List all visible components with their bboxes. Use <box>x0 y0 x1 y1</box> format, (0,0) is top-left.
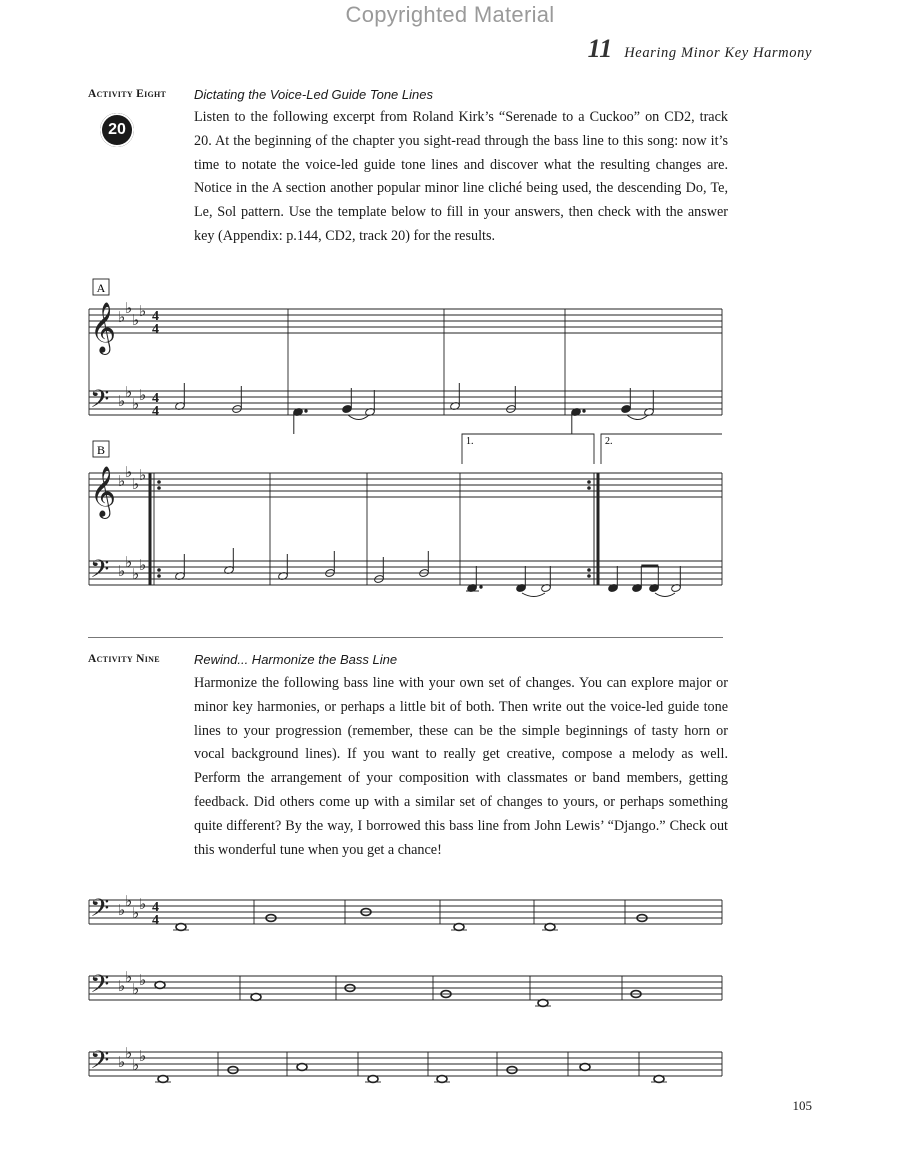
copyright-watermark: Copyrighted Material <box>345 2 555 27</box>
rehearsal-mark-a <box>93 279 109 295</box>
svg-text:♭: ♭ <box>132 475 140 493</box>
chapter-number: 11 <box>587 34 613 63</box>
svg-text:A: A <box>96 281 106 295</box>
svg-text:♭: ♭ <box>118 977 126 995</box>
svg-text:♭: ♭ <box>125 1044 133 1062</box>
svg-text:♭: ♭ <box>132 565 140 583</box>
svg-text:♭: ♭ <box>132 980 140 998</box>
svg-text:B: B <box>96 443 106 457</box>
staff-b-notes <box>175 548 682 597</box>
bass-clef-icon: 𝄢 <box>90 385 110 420</box>
svg-text:♭: ♭ <box>118 472 126 490</box>
ending-2-label: 2. <box>605 436 613 447</box>
activity-nine-text: Harmonize the following bass line with your own set of changes. You can explore major or minor key harmonies, or perhaps a little bit of both. Then write out the voice-led guide tone lines to your progression (remember, these can be the simple beginnings of tasty horn or vocal background lines). If you want to really get creative, compose a melody as well. Perform the arrangement of your composition with classmates or band members, getting feedback. Did others come up with a similar set of changes to yours, or perhaps something quite different? By the way, I borrowed this bass line from John Lewis’ “Django.” Check out this wonderful tune when you get a chance! <box>194 675 728 858</box>
activity-eight-text: Listen to the following excerpt from Roland Kirk’s “Serenade to a Cuckoo” on CD2, track 20. At the beginning of the chapter you sight-read through the bass line to this song: now it’s time to notate the voice-led guide tone lines and discover what the resulting changes are. Notice in the A section another popular minor line cliché being used, the descending Do, Te, Le, Sol pattern. Use the template below to fill in your answers, then check with the answer key (Appendix: p.144, CD2, track 20) for the results. <box>194 109 728 244</box>
bass-clef-icon: 𝄢 <box>90 894 110 929</box>
page-number: 105 <box>792 1098 812 1113</box>
svg-text:♭: ♭ <box>139 556 147 574</box>
svg-text:♭: ♭ <box>118 1053 126 1071</box>
svg-text:♭: ♭ <box>125 968 133 986</box>
activity-eight-label: Activity Eight <box>88 88 167 100</box>
svg-text:♭: ♭ <box>125 463 133 481</box>
exercise-staff-2 <box>89 976 722 1000</box>
svg-text:♭: ♭ <box>139 971 147 989</box>
bass-clef-icon: 𝄢 <box>90 1046 110 1081</box>
svg-text:♭: ♭ <box>125 383 133 401</box>
svg-text:♭: ♭ <box>139 386 147 404</box>
svg-text:4: 4 <box>152 322 159 337</box>
bass-clef-icon: 𝄢 <box>90 970 110 1005</box>
rehearsal-mark-b <box>93 441 109 457</box>
section-divider <box>88 637 723 638</box>
treble-clef-icon: 𝄞 <box>90 302 117 353</box>
activity-nine-title: Rewind... Harmonize the Bass Line <box>194 652 398 667</box>
svg-text:♭: ♭ <box>132 904 140 922</box>
svg-text:4: 4 <box>152 913 159 928</box>
svg-text:♭: ♭ <box>118 901 126 919</box>
exercise-staff-3 <box>89 1052 722 1076</box>
exercise-staff-1 <box>89 900 722 924</box>
repeat-dots <box>157 480 591 578</box>
svg-text:♭: ♭ <box>125 299 133 317</box>
ledger-lines <box>155 930 667 1082</box>
ending-1-label: 1. <box>466 436 474 447</box>
svg-text:♭: ♭ <box>132 1056 140 1074</box>
treble-clef-icon: 𝄞 <box>90 466 117 517</box>
svg-text:♭: ♭ <box>139 302 147 320</box>
repeat-end-barline <box>594 473 598 585</box>
staff-b-treble <box>89 473 722 497</box>
svg-text:♭: ♭ <box>118 562 126 580</box>
time-signature <box>152 309 159 928</box>
activity-nine-label: Activity Nine <box>88 653 160 665</box>
svg-text:4: 4 <box>152 309 159 324</box>
svg-text:♭: ♭ <box>139 466 147 484</box>
svg-text:♭: ♭ <box>125 553 133 571</box>
svg-text:♭: ♭ <box>125 892 133 910</box>
chapter-title: Hearing Minor Key Harmony <box>624 45 812 61</box>
svg-text:♭: ♭ <box>139 1047 147 1065</box>
svg-text:♭: ♭ <box>118 308 126 326</box>
volta-bracket-1 <box>462 434 594 464</box>
svg-text:4: 4 <box>152 391 159 406</box>
svg-text:♭: ♭ <box>139 895 147 913</box>
volta-bracket-2 <box>601 434 722 464</box>
svg-text:♭: ♭ <box>132 311 140 329</box>
bass-clef-icon: 𝄢 <box>90 555 110 590</box>
exercise-whole-notes <box>155 909 664 1083</box>
svg-text:♭: ♭ <box>118 392 126 410</box>
cd-track-number: 20 <box>108 121 126 138</box>
svg-text:4: 4 <box>152 404 159 419</box>
activity-eight-title: Dictating the Voice-Led Guide Tone Lines <box>194 87 433 102</box>
repeat-start-barline <box>150 473 154 585</box>
svg-text:4: 4 <box>152 900 159 915</box>
staff-a-treble <box>89 309 722 333</box>
svg-text:♭: ♭ <box>132 395 140 413</box>
